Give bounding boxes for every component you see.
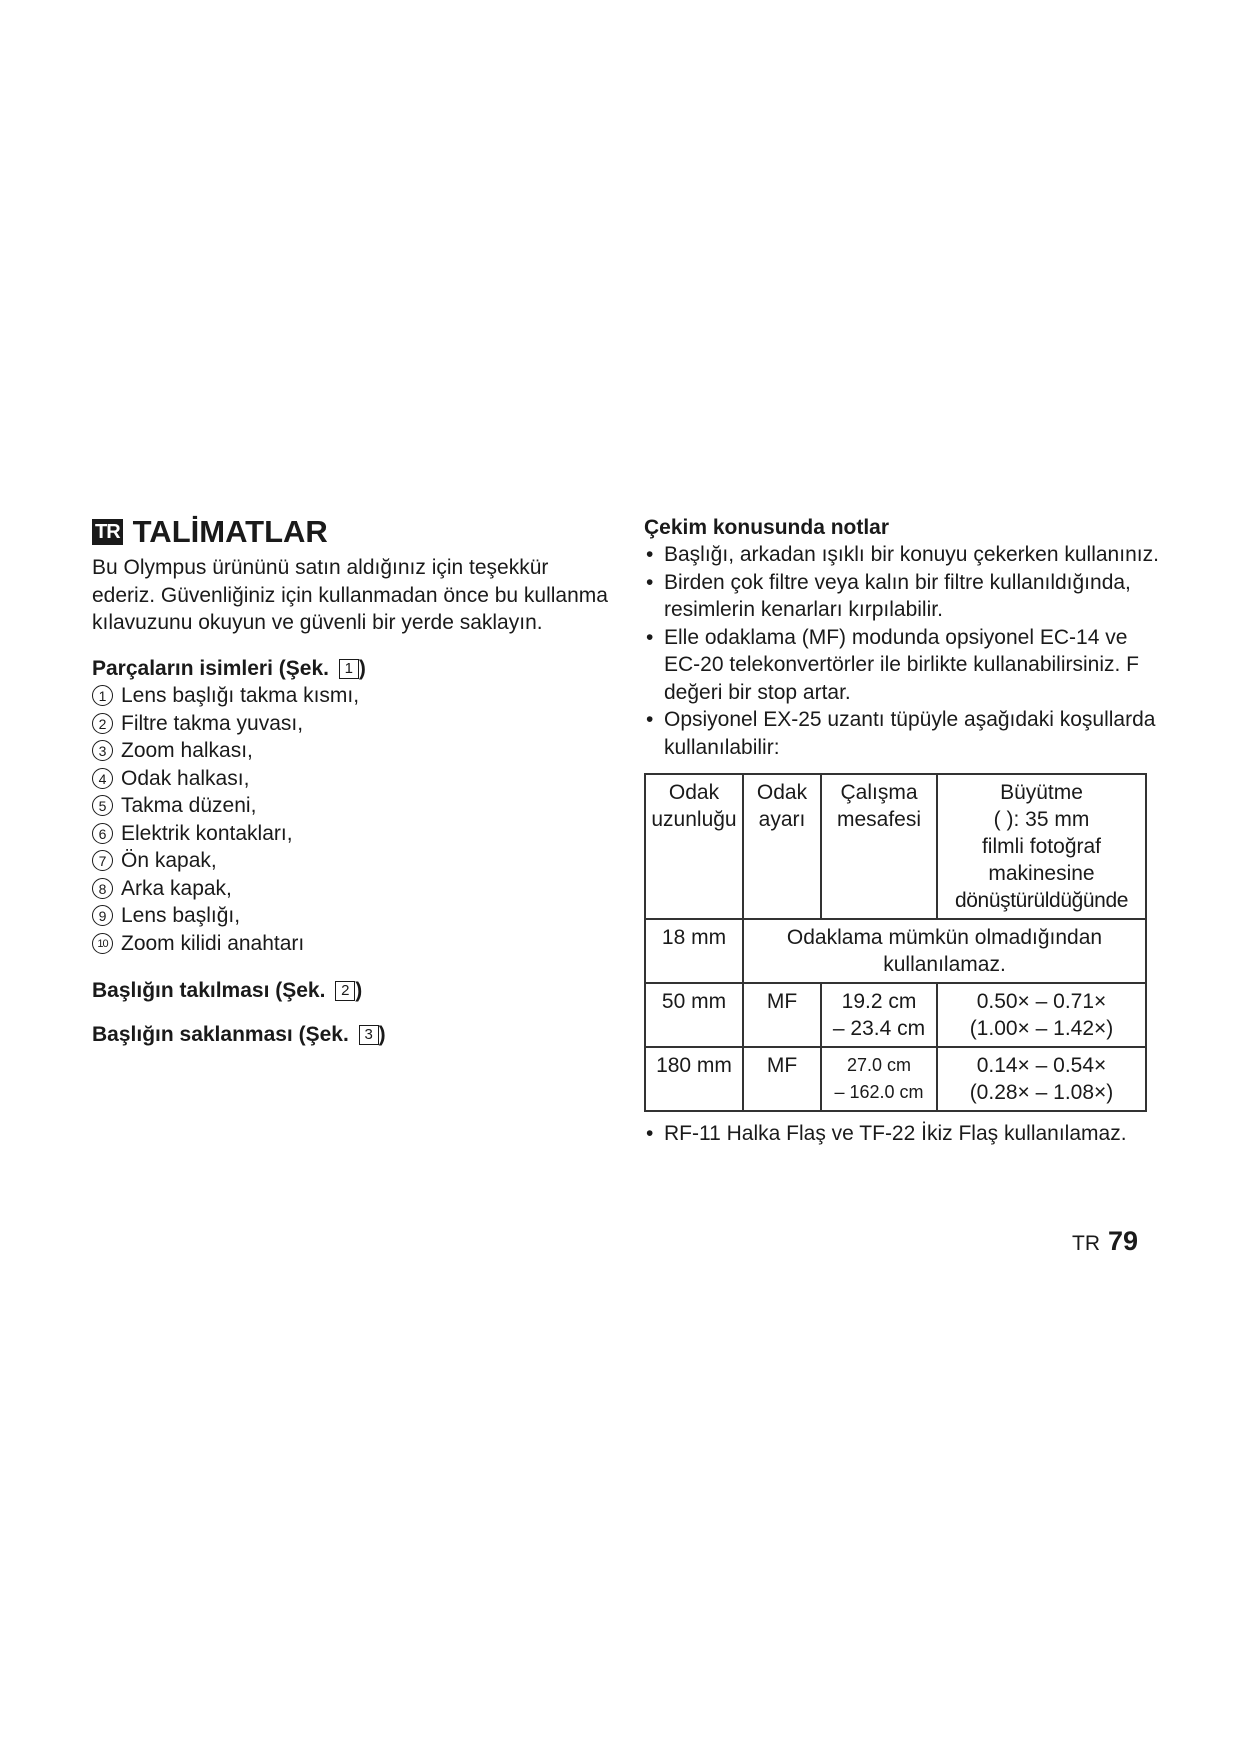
intro-paragraph: Bu Olympus ürününü satın aldığınız için teşekkür ederiz. Güvenliğiniz için kullanmadan önce bu kullanma kılavuzunu okuyun ve güvenli bir yerde saklayın. — [92, 556, 608, 634]
close-paren: ) — [355, 979, 363, 1002]
footer-page: 79 — [1108, 1226, 1139, 1256]
list-item: • RF-11 Halka Flaş ve TF-22 İkiz Flaş kullanılamaz. — [644, 1120, 1164, 1148]
parts-heading — [92, 655, 612, 683]
part-label: Takma düzeni, — [121, 794, 257, 817]
list-item — [92, 930, 612, 958]
list-item: • Başlığı, arkadan ışıklı bir konuyu çekerken kullanınız. — [644, 541, 1164, 569]
cell-magnification: 0.50× – 0.71× (1.00× – 1.42×) — [937, 983, 1146, 1047]
figure-ref-2: 2 — [335, 981, 355, 1001]
figure-ref-3: 3 — [359, 1025, 379, 1045]
cell-magnification: 0.14× – 0.54× (0.28× – 1.08×) — [937, 1047, 1146, 1111]
list-item — [92, 765, 612, 793]
list-item — [92, 792, 612, 820]
circled-number: 1 — [92, 685, 113, 706]
list-item — [92, 710, 612, 738]
header-focal-length: Odak uzunluğu — [645, 774, 743, 919]
cell-focal: 180 mm — [645, 1047, 743, 1111]
list-item — [92, 875, 612, 903]
list-item — [92, 847, 612, 875]
parts-heading-text: Parçaların isimleri (Şek. — [92, 656, 329, 680]
notes-heading: Çekim konusunda notlar — [644, 516, 890, 539]
extension-tube-table — [644, 773, 1147, 1112]
header-working-distance: Çalışma mesafesi — [821, 774, 937, 919]
circled-number: 5 — [92, 795, 113, 816]
left-column — [92, 514, 612, 1048]
circled-number: 2 — [92, 713, 113, 734]
list-item: • Elle odaklama (MF) modunda opsiyonel EC-14 ve EC-20 telekonvertörler ile birlikte kullanabilirsiniz. F değeri bir stop artar. — [644, 624, 1164, 707]
table-row — [645, 983, 1146, 1047]
attach-heading-text: Başlığın takılması (Şek. — [92, 979, 326, 1002]
right-column — [644, 514, 1164, 1148]
list-item: • Opsiyonel EX-25 uzantı tüpüyle aşağıdaki koşullarda kullanılabilir: — [644, 706, 1164, 761]
part-label: Odak halkası, — [121, 766, 250, 790]
table-header-row — [645, 774, 1146, 919]
table-row — [645, 1047, 1146, 1111]
cell-focal: 50 mm — [645, 983, 743, 1047]
cell-distance: 27.0 cm – 162.0 cm — [821, 1047, 937, 1111]
header-focus-mode: Odak ayarı — [743, 774, 821, 919]
part-label: Filtre takma yuvası, — [121, 711, 304, 735]
circled-number: 9 — [92, 905, 113, 926]
cell-focal: 18 mm — [645, 919, 743, 983]
cell-distance: 19.2 cm – 23.4 cm — [821, 983, 937, 1047]
circled-number: 10 — [92, 933, 113, 954]
list-item — [92, 820, 612, 848]
part-label: Ön kapak, — [121, 849, 217, 872]
list-item — [92, 682, 612, 710]
cell-focus: MF — [743, 983, 821, 1047]
circled-number: 3 — [92, 740, 113, 761]
circled-number: 8 — [92, 878, 113, 899]
header-magnification: Büyütme ( ): 35 mm filmli fotoğraf makinesine dönüştürüldüğünde — [937, 774, 1146, 919]
attach-heading — [92, 977, 612, 1005]
notes-list — [644, 541, 1164, 761]
table-row — [645, 919, 1146, 983]
language-badge: TR — [92, 519, 123, 545]
part-label: Elektrik kontakları, — [121, 821, 293, 845]
list-item — [92, 902, 612, 930]
storage-heading — [92, 1021, 612, 1049]
footer-lang: TR — [1072, 1232, 1100, 1255]
list-item — [92, 737, 612, 765]
part-label: Zoom kilidi anahtarı — [121, 931, 305, 955]
part-label: Arka kapak, — [121, 876, 232, 900]
parts-list — [92, 682, 612, 957]
circled-number: 6 — [92, 823, 113, 844]
part-label: Zoom halkası, — [121, 739, 253, 762]
circled-number: 7 — [92, 850, 113, 871]
cell-not-usable: Odaklama mümkün olmadığından kullanılamaz. — [743, 919, 1146, 983]
circled-number: 4 — [92, 768, 113, 789]
part-label: Lens başlığı takma kısmı, — [121, 684, 360, 707]
page-number — [1072, 1226, 1138, 1259]
cell-focus: MF — [743, 1047, 821, 1111]
page-title: TALİMATLAR — [132, 514, 328, 549]
close-paren: ) — [358, 656, 366, 680]
final-notes-list — [644, 1120, 1164, 1148]
part-label: Lens başlığı, — [121, 904, 241, 927]
figure-ref-1: 1 — [339, 659, 359, 679]
title-row — [92, 514, 612, 550]
list-item: • Birden çok filtre veya kalın bir filtre kullanıldığında, resimlerin kenarları kırpılabilir. — [644, 569, 1164, 624]
close-paren: ) — [378, 1022, 386, 1046]
storage-heading-text: Başlığın saklanması (Şek. — [92, 1022, 349, 1046]
